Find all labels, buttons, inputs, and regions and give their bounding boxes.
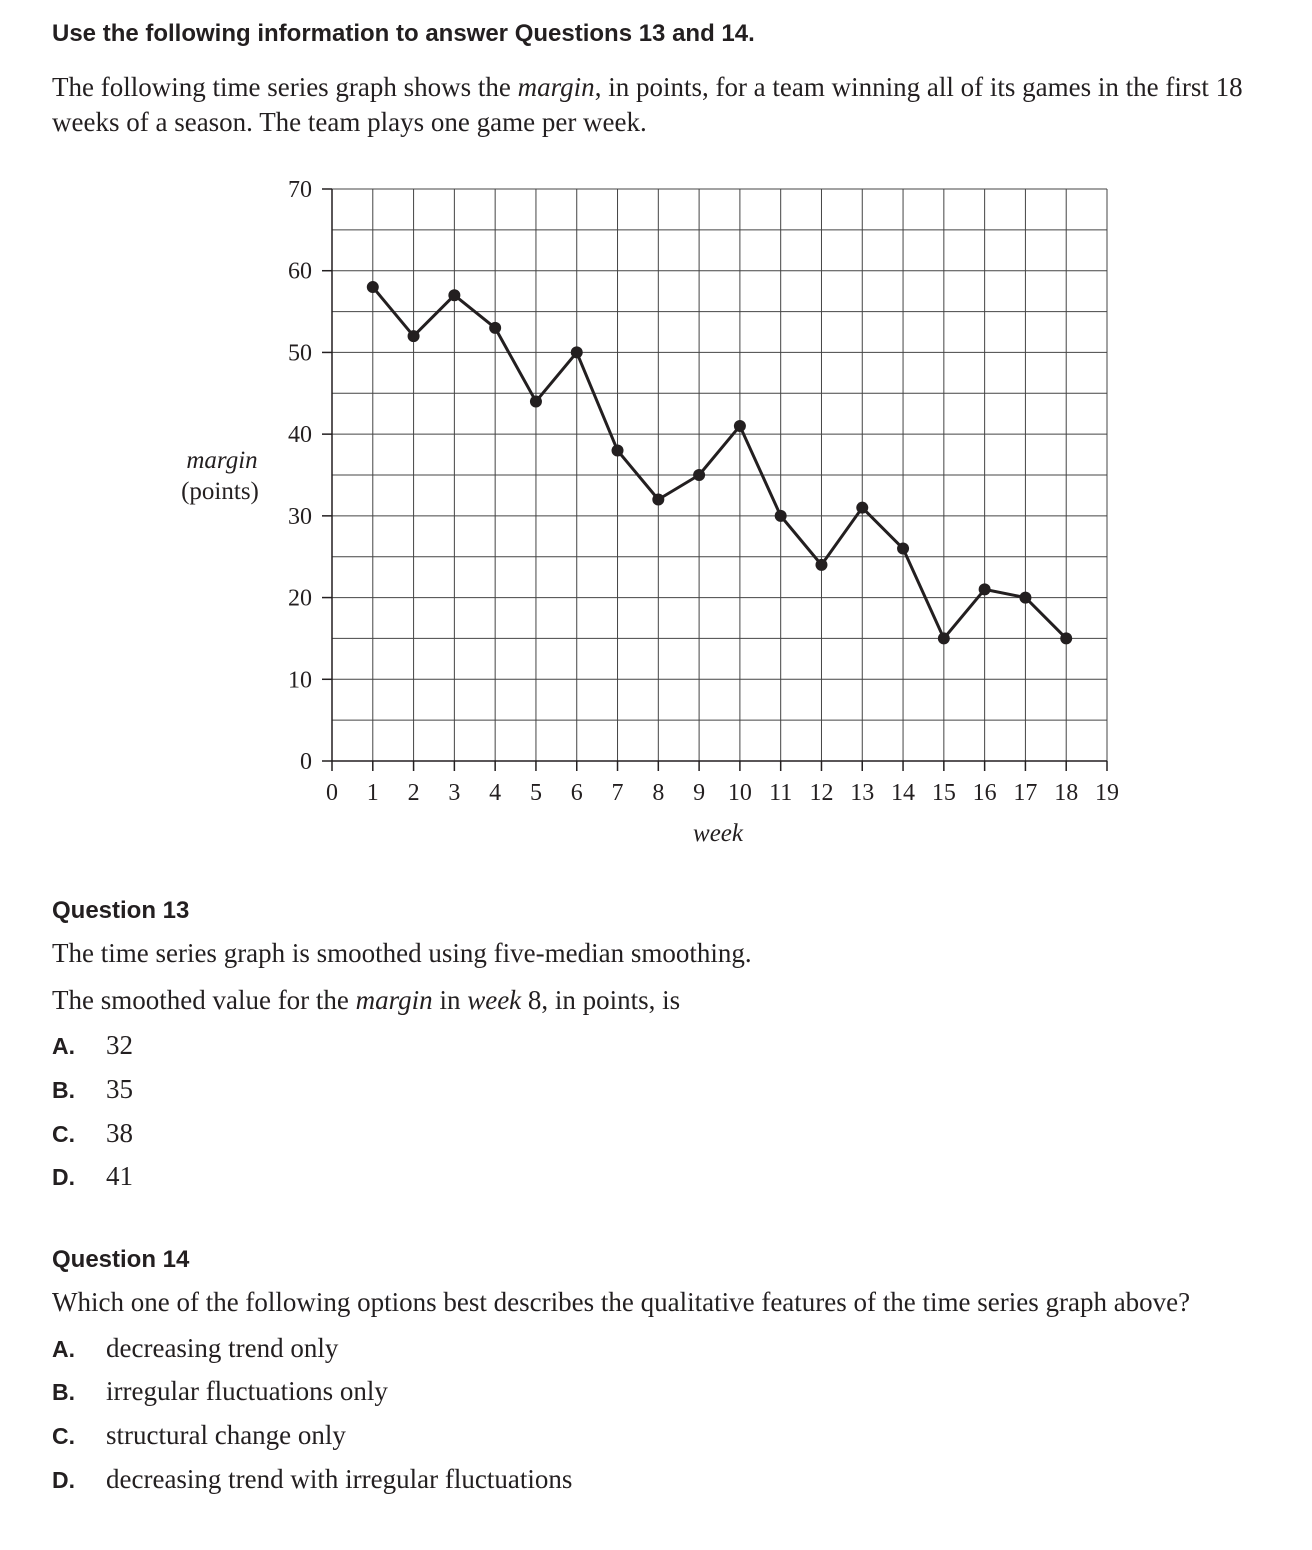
data-point	[775, 510, 787, 522]
data-point	[734, 420, 746, 432]
y-tick-label: 70	[288, 177, 312, 203]
q13-line2-b: in	[432, 985, 468, 1015]
x-tick-label: 0	[326, 780, 338, 806]
option-text: decreasing trend with irregular fluctuations	[106, 1464, 573, 1494]
data-point	[571, 346, 583, 358]
q14-option-b[interactable]	[52, 1376, 388, 1407]
data-point	[1019, 592, 1031, 604]
x-tick-label: 11	[769, 780, 793, 806]
q13-option-c[interactable]	[52, 1118, 133, 1149]
q13-line2-a: The smoothed value for the	[52, 985, 356, 1015]
x-tick-label: 2	[407, 780, 420, 806]
option-text: irregular fluctuations only	[106, 1376, 388, 1406]
intro-heading: Use the following information to answer Questions 13 and 14.	[52, 20, 755, 47]
q14-line1: Which one of the following options best describes the qualitative features of the time series graph above?	[52, 1287, 1191, 1317]
y-tick-label: 50	[288, 340, 312, 367]
q13-option-d[interactable]	[52, 1161, 133, 1192]
x-tick-label: 3	[448, 780, 461, 806]
y-tick-label: 60	[288, 258, 312, 285]
option-letter: B.	[52, 1379, 75, 1405]
intro-text-em: margin	[517, 72, 595, 102]
y-tick-label: 30	[288, 503, 312, 530]
option-letter: A.	[52, 1336, 75, 1362]
data-point	[652, 494, 664, 506]
series-line	[373, 287, 1066, 638]
x-tick-label: 14	[891, 780, 916, 806]
x-tick-label: 8	[652, 780, 665, 806]
data-point	[448, 289, 460, 301]
option-letter: D.	[52, 1164, 75, 1190]
x-tick-label: 10	[727, 780, 752, 806]
x-tick-label: 17	[1013, 780, 1038, 806]
intro-text-a: The following time series graph shows the	[52, 72, 518, 102]
q14-option-a[interactable]	[52, 1333, 338, 1364]
data-point	[1060, 632, 1072, 644]
data-point	[530, 395, 542, 407]
option-letter: D.	[52, 1467, 75, 1493]
x-tick-label: 6	[570, 780, 583, 806]
y-tick-label: 10	[288, 667, 312, 694]
option-letter: C.	[52, 1423, 75, 1449]
chart-series	[367, 281, 1072, 644]
option-text: 32	[106, 1030, 133, 1060]
q13-title: Question 13	[52, 897, 190, 924]
q13-line1: The time series graph is smoothed using five-median smoothing.	[52, 938, 752, 968]
q13-line2	[52, 983, 680, 1018]
y-tick-label: 0	[300, 749, 312, 775]
x-tick-label: 13	[850, 780, 875, 806]
x-tick-label: 18	[1054, 780, 1079, 806]
q13-option-a[interactable]	[52, 1030, 133, 1061]
x-tick-label: 15	[931, 780, 956, 806]
q14-option-d[interactable]	[52, 1464, 572, 1495]
x-tick-label: 16	[972, 780, 997, 806]
chart-grid	[332, 189, 1107, 761]
option-letter: B.	[52, 1077, 75, 1103]
option-text: 38	[106, 1118, 133, 1148]
data-point	[938, 632, 950, 644]
data-point	[612, 444, 624, 456]
data-point	[408, 330, 420, 342]
x-tick-label: 12	[809, 780, 834, 806]
data-point	[693, 469, 705, 481]
y-tick-label: 40	[288, 422, 312, 449]
y-tick-label: 20	[288, 585, 312, 612]
q14-title: Question 14	[52, 1246, 190, 1273]
data-point	[367, 281, 379, 293]
x-tick-label: 9	[693, 780, 706, 806]
option-text: decreasing trend only	[106, 1333, 339, 1363]
option-text: 35	[106, 1074, 133, 1104]
x-axis-label: week	[693, 820, 743, 847]
q13-option-b[interactable]	[52, 1074, 133, 1105]
option-text: 41	[106, 1161, 133, 1191]
x-tick-label: 7	[611, 780, 624, 806]
chart-ticks	[288, 177, 1119, 806]
y-axis-label-1: margin	[186, 447, 258, 474]
data-point	[979, 583, 991, 595]
option-letter: C.	[52, 1121, 75, 1147]
q13-line2-c: 8, in points, is	[521, 985, 681, 1015]
data-point	[897, 543, 909, 555]
x-tick-label: 5	[529, 780, 542, 806]
option-letter: A.	[52, 1033, 75, 1059]
q13-line2-em1: margin	[355, 985, 433, 1015]
x-tick-label: 4	[489, 780, 502, 806]
x-tick-label: 1	[366, 780, 379, 806]
y-axis-label-2: (points)	[181, 478, 259, 505]
intro-text-b: , in points, for a team winning all of its games in the first 18 weeks of a season. The team plays one game per week.	[52, 72, 1243, 137]
data-point	[856, 502, 868, 514]
q14-option-c[interactable]	[52, 1420, 346, 1451]
data-point	[489, 322, 501, 334]
data-point	[815, 559, 827, 571]
option-text: structural change only	[106, 1420, 346, 1450]
x-tick-label: 19	[1095, 780, 1119, 806]
q13-line2-em2: week	[467, 985, 522, 1015]
